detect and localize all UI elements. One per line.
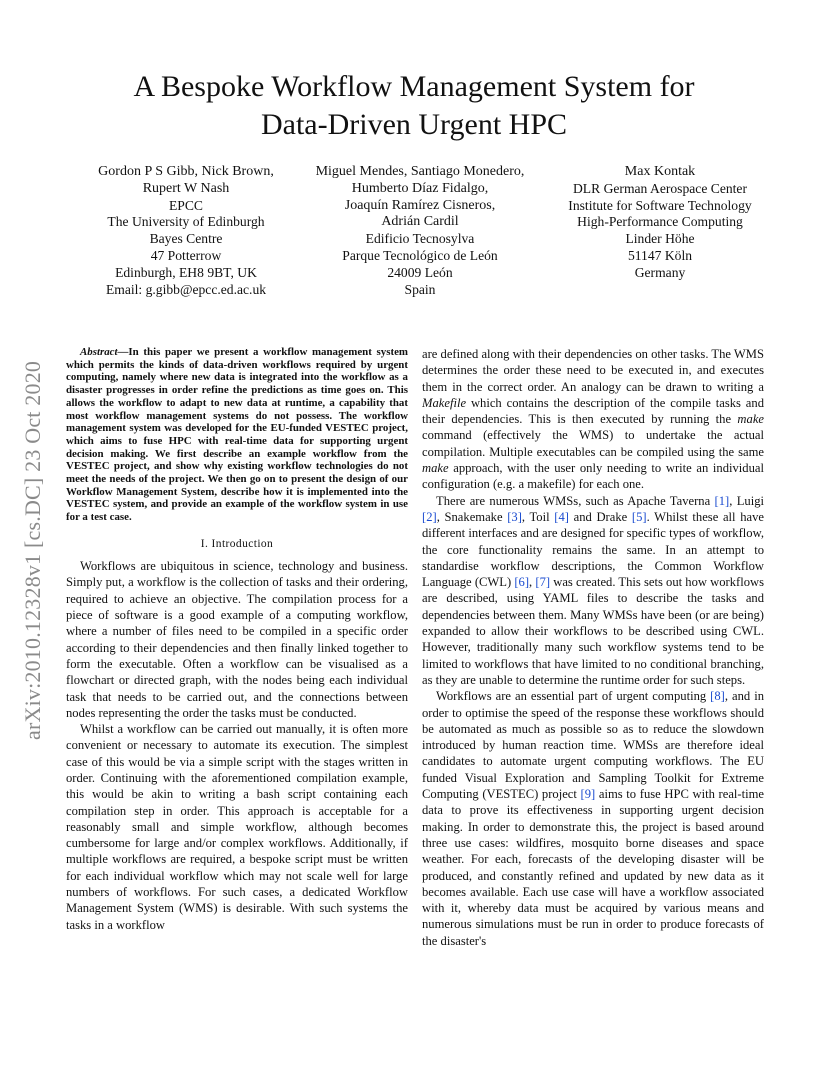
text-run: aims to fuse HPC with real-time data to prove its effectiveness in supporting urgent decision making. In order to demonstrate this, the project is based around three use cases: wildfires, mosquito borne diseases and space weather. For each, forecasts of the developing disaster will be produced, and constantly refined and updated by new data as it becomes available. Each use case will have a workflow associated with it, whereby data must be acquired by various means and numerous simulations must be run in order to produce forecasts of the disaster's — [422, 787, 764, 948]
abstract — [66, 346, 408, 524]
affiliation-line: DLR German Aerospace Center — [572, 180, 747, 196]
emphasis: Makefile — [422, 395, 467, 410]
affiliation-line: Edinburgh, EH8 9BT, UK — [115, 264, 257, 280]
emphasis: make — [737, 412, 764, 427]
right-column — [422, 346, 764, 1046]
text-run: There are numerous WMSs, such as Apache Taverna — [436, 493, 715, 508]
author-block-dlr — [548, 164, 772, 282]
author-list — [0, 164, 828, 304]
affiliation-line: EPCC — [169, 197, 203, 213]
abstract-label: Abstract — [80, 346, 118, 358]
affiliation-line: 47 Potterrow — [150, 247, 222, 263]
text-run: which contains the description of the compile tasks and their dependencies. This is then executed by running the — [422, 395, 764, 427]
citation-link[interactable]: [5] — [631, 509, 647, 524]
left-column — [66, 346, 408, 1046]
text-run: approach, with the user only needing to write an individual configuration (e.g. a makefile) for each one. — [422, 461, 764, 492]
text-run: command (effectively the WMS) to undertake the actual compilation. Multiple executables can be compiled using the same — [422, 428, 764, 459]
author-email: Email: g.gibb@epcc.ed.ac.uk — [105, 281, 267, 297]
citation-link[interactable]: [1] — [714, 493, 730, 508]
affiliation-line: Edificio Tecnosylva — [365, 231, 475, 247]
body-paragraph — [422, 688, 764, 949]
emphasis: make — [422, 461, 449, 476]
citation-link[interactable]: [6] — [514, 575, 530, 590]
affiliation-line: 24009 León — [387, 264, 453, 280]
abstract-text: —In this paper we present a workflow management system which permits the kinds of data-driven workflows required by urgent computing, namely where new data is integrated into the workflow as a disaster progresses in order refine the predictions as time goes on. This allows the workflow to adapt to new data at runtime, a capability that most workflow management systems do not possess. The workflow management system was developed for the EU-funded VESTEC project, which aims to fuse HPC with real-time data for supporting urgent decision making. We first describe an example workflow from the VESTEC project, and show why existing workflow technologies do not meet the needs of the project. We then go on to present the design of our Workflow Management System, describe how it is implemented into the VESTEC system, and provide an example of the workflow system in use for a test case. — [66, 346, 408, 524]
paper-title — [60, 68, 768, 144]
affiliation-line: 51147 Köln — [627, 247, 693, 263]
text-run: , and in order to optimise the speed of the response these workflows should be automated as much as possible so as to reduce the slowdown introduced by human reaction time. WMSs are therefore ideal candidates to automate urgent computing workflows. The EU funded Visual Exploration and Sampling Toolkit for Extreme Computing (VESTEC) project — [422, 689, 764, 802]
text-run: , Luigi — [729, 493, 764, 508]
body-paragraph: Workflows are ubiquitous in science, technology and business. Simply put, a workflow is the collection of tasks and their ordering, required to achieve an objective. The compilation process for a piece of software is a good example of a computing workflow, where a number of files need to be compiled in a specific order according to their dependencies and then finally linked together to form the executable. Often a workflow can be visualised as a flowchart or directed graph, with the nodes being each individual task that needs to be carried out, and the connections between nodes representing the order the tasks must be conducted. — [66, 559, 408, 720]
author-names: Max Kontak — [624, 164, 696, 179]
author-names: Humberto Díaz Fidalgo, — [351, 180, 489, 196]
title-line: Data-Driven Urgent HPC — [260, 108, 568, 141]
text-run: . Whilst these all have different interfaces and are designed for specific types of workflow, the core functionality remains the same. In an attempt to standardise workflow descriptions, the Common Workflow Language (CWL) — [422, 509, 764, 590]
affiliation-line: Parque Tecnológico de León — [342, 247, 498, 263]
author-block-epcc — [82, 164, 290, 298]
affiliation-line: The University of Edinburgh — [107, 214, 265, 230]
text-run: , Toil — [521, 509, 555, 524]
text-run: , Snakemake — [436, 509, 508, 524]
author-names: Rupert W Nash — [142, 180, 230, 196]
affiliation-line: Spain — [404, 281, 436, 297]
text-run: and Drake — [568, 509, 632, 524]
affiliation-line: Bayes Centre — [149, 231, 223, 247]
citation-link[interactable]: [9] — [580, 787, 596, 802]
affiliation-line: Germany — [634, 264, 686, 280]
citation-link[interactable]: [8] — [710, 689, 725, 704]
title-line: A Bespoke Workflow Management System for — [133, 70, 695, 103]
body-paragraph — [422, 493, 764, 689]
affiliation-line: High-Performance Computing — [577, 214, 743, 230]
citation-link[interactable]: [2] — [422, 509, 437, 524]
author-names: Joaquín Ramírez Cisneros, — [344, 197, 496, 213]
author-block-tecnosylva — [300, 164, 540, 298]
text-run: are defined along with their dependencies on other tasks. The WMS determines the order these need to be executed in, and executes them in the correct order. An analogy can be drawn to writing a — [422, 347, 764, 394]
author-names: Gordon P S Gibb, Nick Brown, — [98, 164, 274, 179]
author-names: Miguel Mendes, Santiago Monedero, — [315, 164, 525, 179]
text-run: , — [529, 575, 536, 590]
citation-link[interactable]: [3] — [507, 509, 522, 524]
arxiv-identifier: arXiv:2010.12328v1 [cs.DC] 23 Oct 2020 — [20, 360, 45, 740]
author-names: Adrián Cardil — [381, 214, 459, 230]
affiliation-line: Linder Höhe — [625, 231, 695, 247]
affiliation-line: Institute for Software Technology — [568, 197, 752, 213]
citation-link[interactable]: [4] — [554, 509, 569, 524]
text-run: Workflows are an essential part of urgent computing — [436, 689, 711, 704]
section-heading: I. Introduction — [200, 537, 274, 550]
body-paragraph — [422, 346, 764, 493]
body-paragraph: Whilst a workflow can be carried out manually, it is often more convenient or necessary to automate its execution. The simplest case of this would be via a simple script with the stages written in order. Continuing with the aforementioned compilation example, this would be akin to writing a bash script containing each compilation step in order. This approach is acceptable for a reasonably small and simple workflow, although becomes cumbersome for large and/or complex workflows. Additionally, if multiple workflows are required, a bespoke script must be written for each individual workflow which may not scale well for large numbers of workflows. For such cases, a dedicated Workflow Management System (WMS) is desirable. With such systems the tasks in a workflow — [66, 722, 408, 932]
citation-link[interactable]: [7] — [535, 575, 551, 590]
text-run: was created. This sets out how workflows are described, using YAML files to describe the tasks and dependencies between them. Many WMSs have been (or are being) expanded to allow their workflows to be described using CWL. However, traditionally many such workflow systems tend to be limited to workflows that have limited to no conditional branching, as they are unable to determine the runtime order for such steps. — [422, 575, 764, 687]
